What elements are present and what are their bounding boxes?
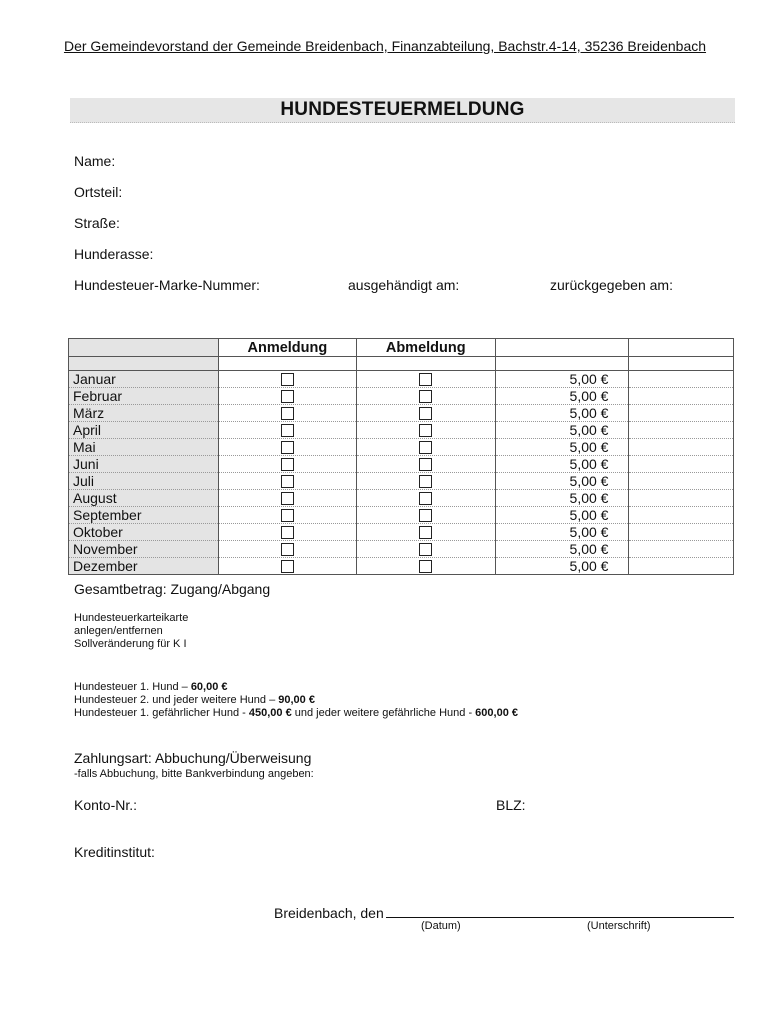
anmeldung-header: Anmeldung xyxy=(219,339,356,357)
anmeldung-cell xyxy=(219,388,356,405)
abmeldung-cell xyxy=(356,490,495,507)
table-header-row xyxy=(69,339,734,357)
table-row xyxy=(69,388,734,405)
month-label: Januar xyxy=(69,371,219,388)
rate-3-amount: 450,00 € xyxy=(248,707,292,719)
anmeldung-cell xyxy=(219,541,356,558)
header-blank-cell xyxy=(495,339,629,357)
abmeldung-checkbox[interactable] xyxy=(419,458,432,471)
blz-label: BLZ: xyxy=(496,797,526,813)
spacer-cell xyxy=(69,357,219,371)
abmeldung-checkbox[interactable] xyxy=(419,424,432,437)
rate-3-amount-2: 600,00 € xyxy=(475,707,518,719)
rate-3-text: Hundesteuer 1. gefährlicher Hund - xyxy=(74,707,249,719)
table-row xyxy=(69,456,734,473)
anmeldung-checkbox[interactable] xyxy=(281,543,294,556)
anmeldung-cell xyxy=(219,473,356,490)
spacer-cell xyxy=(219,357,356,371)
karte-line-3: Sollveränderung für K I xyxy=(74,638,187,650)
table-row xyxy=(69,371,734,388)
anmeldung-checkbox[interactable] xyxy=(281,492,294,505)
rate-line-3 xyxy=(74,707,518,720)
abmeldung-cell xyxy=(356,558,495,575)
month-label: Februar xyxy=(69,388,219,405)
abmeldung-checkbox[interactable] xyxy=(419,441,432,454)
abmeldung-checkbox[interactable] xyxy=(419,373,432,386)
anmeldung-cell xyxy=(219,456,356,473)
karte-line-2: anlegen/entfernen xyxy=(74,625,163,637)
karte-line-1: Hundesteuerkarteikarte xyxy=(74,612,189,624)
unterschrift-caption: (Unterschrift) xyxy=(587,920,651,932)
name-label: Name: xyxy=(74,153,116,169)
table-row xyxy=(69,422,734,439)
month-label: Juli xyxy=(69,473,219,490)
anmeldung-checkbox[interactable] xyxy=(281,509,294,522)
month-table xyxy=(68,338,734,575)
anmeldung-cell xyxy=(219,524,356,541)
amount-cell: 5,00 € xyxy=(495,558,629,575)
month-label: Juni xyxy=(69,456,219,473)
table-row xyxy=(69,558,734,575)
hunderasse-label: Hunderasse: xyxy=(74,246,154,262)
rate-1-text: Hundesteuer 1. Hund – xyxy=(74,681,191,693)
table-row xyxy=(69,507,734,524)
abmeldung-checkbox[interactable] xyxy=(419,509,432,522)
anmeldung-cell xyxy=(219,507,356,524)
marke-label: Hundesteuer-Marke-Nummer: xyxy=(74,277,260,293)
amount-cell: 5,00 € xyxy=(495,490,629,507)
abmeldung-checkbox[interactable] xyxy=(419,407,432,420)
anmeldung-checkbox[interactable] xyxy=(281,458,294,471)
signature-place: Breidenbach, den xyxy=(274,905,384,921)
table-row xyxy=(69,439,734,456)
amount-cell: 5,00 € xyxy=(495,507,629,524)
month-label: November xyxy=(69,541,219,558)
header-blank-cell xyxy=(629,339,734,357)
abmeldung-cell xyxy=(356,405,495,422)
abmeldung-cell xyxy=(356,388,495,405)
month-label: Dezember xyxy=(69,558,219,575)
table-row xyxy=(69,524,734,541)
blank-cell xyxy=(629,405,734,422)
abmeldung-cell xyxy=(356,473,495,490)
abmeldung-checkbox[interactable] xyxy=(419,492,432,505)
month-label: Oktober xyxy=(69,524,219,541)
anmeldung-cell xyxy=(219,422,356,439)
blank-cell xyxy=(629,371,734,388)
amount-cell: 5,00 € xyxy=(495,524,629,541)
abmeldung-cell xyxy=(356,524,495,541)
anmeldung-checkbox[interactable] xyxy=(281,526,294,539)
anmeldung-checkbox[interactable] xyxy=(281,475,294,488)
header-blank-cell xyxy=(69,339,219,357)
signature-line xyxy=(386,917,734,918)
table-row xyxy=(69,541,734,558)
amount-cell: 5,00 € xyxy=(495,405,629,422)
blank-cell xyxy=(629,507,734,524)
anmeldung-cell xyxy=(219,558,356,575)
abmeldung-cell xyxy=(356,456,495,473)
month-label: September xyxy=(69,507,219,524)
datum-caption: (Datum) xyxy=(421,920,461,932)
zahlungsart-label: Zahlungsart: Abbuchung/Überweisung xyxy=(74,750,312,766)
blank-cell xyxy=(629,558,734,575)
header-address: Der Gemeindevorstand der Gemeinde Breidenbach, Finanzabteilung, Bachstr.4-14, 35236 Breidenbach xyxy=(63,38,707,54)
blank-cell xyxy=(629,422,734,439)
amount-cell: 5,00 € xyxy=(495,422,629,439)
spacer-cell xyxy=(495,357,629,371)
anmeldung-checkbox[interactable] xyxy=(281,407,294,420)
table-row xyxy=(69,473,734,490)
amount-cell: 5,00 € xyxy=(495,439,629,456)
abmeldung-cell xyxy=(356,371,495,388)
abmeldung-checkbox[interactable] xyxy=(419,526,432,539)
month-label: April xyxy=(69,422,219,439)
month-label: Mai xyxy=(69,439,219,456)
anmeldung-checkbox[interactable] xyxy=(281,424,294,437)
abmeldung-cell xyxy=(356,507,495,524)
anmeldung-checkbox[interactable] xyxy=(281,560,294,573)
anmeldung-cell xyxy=(219,405,356,422)
konto-label: Konto-Nr.: xyxy=(74,797,138,813)
abmeldung-checkbox[interactable] xyxy=(419,543,432,556)
abmeldung-cell xyxy=(356,439,495,456)
month-label: März xyxy=(69,405,219,422)
spacer-cell xyxy=(356,357,495,371)
ortsteil-label: Ortsteil: xyxy=(74,184,123,200)
abmeldung-checkbox[interactable] xyxy=(419,475,432,488)
anmeldung-checkbox[interactable] xyxy=(281,373,294,386)
blank-cell xyxy=(629,456,734,473)
amount-cell: 5,00 € xyxy=(495,456,629,473)
blank-cell xyxy=(629,490,734,507)
rate-2-text: Hundesteuer 2. und jeder weitere Hund – xyxy=(74,694,279,706)
anmeldung-cell xyxy=(219,490,356,507)
page-title: HUNDESTEUERMELDUNG xyxy=(280,99,525,120)
spacer-cell xyxy=(629,357,734,371)
rate-line-2 xyxy=(74,694,315,707)
rate-1-amount: 60,00 € xyxy=(190,681,228,693)
rate-3-mid: und jeder weitere gefährliche Hund - xyxy=(291,707,476,719)
abmeldung-cell xyxy=(356,422,495,439)
table-row xyxy=(69,405,734,422)
abmeldung-header: Abmeldung xyxy=(356,339,495,357)
abmeldung-checkbox[interactable] xyxy=(419,560,432,573)
strasse-label: Straße: xyxy=(74,215,120,231)
anmeldung-cell xyxy=(219,371,356,388)
blank-cell xyxy=(629,388,734,405)
anmeldung-checkbox[interactable] xyxy=(281,441,294,454)
blank-cell xyxy=(629,541,734,558)
month-label: August xyxy=(69,490,219,507)
amount-cell: 5,00 € xyxy=(495,541,629,558)
abmeldung-cell xyxy=(356,541,495,558)
kreditinstitut-label: Kreditinstitut: xyxy=(74,844,155,860)
gesamtbetrag-label: Gesamtbetrag: Zugang/Abgang xyxy=(74,581,271,597)
zurueckgegeben-label: zurückgegeben am: xyxy=(550,277,673,293)
anmeldung-cell xyxy=(219,439,356,456)
anmeldung-checkbox[interactable] xyxy=(281,390,294,403)
amount-cell: 5,00 € xyxy=(495,371,629,388)
abmeldung-checkbox[interactable] xyxy=(419,390,432,403)
rate-2-amount: 90,00 € xyxy=(278,694,315,706)
table-spacer-row xyxy=(69,357,734,371)
rate-line-1 xyxy=(74,681,228,694)
blank-cell xyxy=(629,524,734,541)
blank-cell xyxy=(629,439,734,456)
bank-hint: -falls Abbuchung, bitte Bankverbindung angeben: xyxy=(74,768,314,780)
ausgehaendigt-label: ausgehändigt am: xyxy=(348,277,460,293)
blank-cell xyxy=(629,473,734,490)
table-row xyxy=(69,490,734,507)
amount-cell: 5,00 € xyxy=(495,388,629,405)
amount-cell: 5,00 € xyxy=(495,473,629,490)
